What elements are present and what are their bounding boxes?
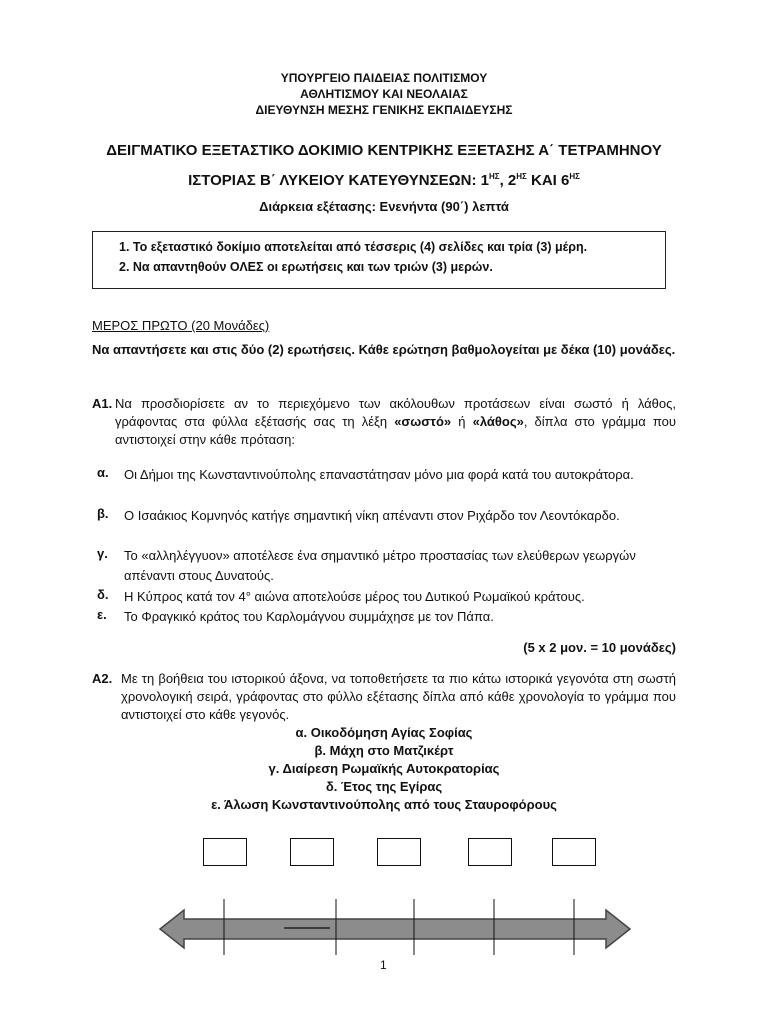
a1-item-letter: α. [97,465,109,480]
header-line-1: ΥΠΟΥΡΓΕΙΟ ΠΑΙΔΕΙΑΣ ΠΟΛΙΤΙΣΜΟΥ [280,71,488,85]
a2-event: δ. Έτος της Εγίρας [325,779,443,794]
page-number: 1 [380,958,387,972]
timeline-arrow [150,895,640,960]
a1-item-letter: δ. [97,587,109,602]
a2-event: β. Μάχη στο Ματζικέρτ [314,743,454,758]
part-one-intro: Να απαντήσετε και στις δύο (2) ερωτήσεις. Κάθε ερώτηση βαθμολογείται με δέκα (10) μονάδες. [92,342,676,357]
timeline-answer-box[interactable] [468,838,512,866]
header-line-3: ΔΙΕΥΘΥΝΣΗ ΜΕΣΗΣ ΓΕΝΙΚΗΣ ΕΚΠΑΙΔΕΥΣΗΣ [255,103,513,117]
subtitle-text: ΙΣΤΟΡΙΑΣ Β΄ ΛΥΚΕΙΟΥ ΚΑΤΕΥΘΥΝΣΕΩΝ: 1 [188,172,489,189]
subtitle-sep-2: ΚΑΙ 6 [526,172,570,189]
question-a1-label: Α1. [92,396,113,411]
a2-event: α. Οικοδόμηση Αγίας Σοφίας [295,725,473,740]
exam-title: ΔΕΙΓΜΑΤΙΚΟ ΕΞΕΤΑΣΤΙΚΟ ΔΟΚΙΜΙΟ ΚΕΝΤΡΙΚΗΣ ΕΞΕΤΑΣΗΣ Α΄ ΤΕΤΡΑΜΗΝΟΥ [106,142,662,159]
timeline-answer-box[interactable] [203,838,247,866]
a1-word-wrong: «λάθος» [472,414,524,429]
exam-subtitle [0,172,768,189]
instruction-2: 2. Να απαντηθούν ΟΛΕΣ οι ερωτήσεις και των τριών (3) μερών. [119,260,493,274]
a1-score: (5 x 2 μον. = 10 μονάδες) [523,640,676,655]
subtitle-sup-2: ΗΣ [516,172,527,181]
timeline-answer-box[interactable] [552,838,596,866]
a1-item-text: Η Κύπρος κατά τον 4° αιώνα αποτελούσε μέρος του Δυτικού Ρωμαϊκού κράτους. [124,589,585,604]
part-one-heading: ΜΕΡΟΣ ΠΡΩΤΟ (20 Μονάδες) [92,318,270,333]
header-line-2: ΑΘΛΗΤΙΣΜΟΥ ΚΑΙ ΝΕΟΛΑΙΑΣ [300,87,468,101]
exam-duration: Διάρκεια εξέτασης: Ενενήντα (90΄) λεπτά [259,199,509,214]
a1-or: ή [451,414,473,429]
a1-item-letter: γ. [97,546,108,561]
a1-item-text: Το Φραγκικό κράτος του Καρλομάγνου συμμάχησε με τον Πάπα. [124,609,494,624]
subtitle-sup-3: ΗΣ [569,172,580,181]
a1-text-part-2: , δίπλα στο γράμμα που αντιστοιχεί στην κάθε πρόταση: [115,414,676,447]
instruction-1: 1. Το εξεταστικό δοκίμιο αποτελείται από τέσσερις (4) σελίδες και τρία (3) μέρη. [119,240,588,254]
a2-event-list [0,724,768,814]
a1-text-part-1: Να προσδιορίσετε αν το περιεχόμενο των ακόλουθων προτάσεων είναι σωστό ή λάθος, γράφοντας στα φύλλα εξέτασής σας τη λέξη [115,396,676,429]
a1-word-correct: «σωστό» [394,414,452,429]
question-a2-text: Με τη βοήθεια του ιστορικού άξονα, να τοποθετήσετε τα πιο κάτω ιστορικά γεγονότα στη σωστή χρονολογική σειρά, γράφοντας στο φύλλο εξέτασης δίπλα από κάθε χρονολογία το γράμμα που αντιστοιχεί στο κάθε γεγονός. [121,671,676,722]
timeline-arrow-shape [160,910,630,948]
subtitle-sep-1: , 2 [499,172,517,189]
ministry-header [0,70,768,118]
subtitle-sup-1: ΗΣ [488,172,500,181]
a1-item-text: Ο Ισαάκιος Κομνηνός κατήγε σημαντική νίκη απέναντι στον Ριχάρδο τον Λεοντόκαρδο. [124,508,620,523]
a2-event: γ. Διαίρεση Ρωμαϊκής Αυτοκρατορίας [268,761,500,776]
question-a1-text [115,395,676,449]
a1-item-letter: β. [97,506,109,521]
timeline-answer-box[interactable] [377,838,421,866]
instructions-box [92,231,666,289]
a1-item-text: Οι Δήμοι της Κωνσταντινούπολης επαναστάτησαν μόνο μια φορά κατά του αυτοκράτορα. [124,467,634,482]
a2-event: ε. Άλωση Κωνσταντινούπολης από τους Σταυροφόρους [211,797,557,812]
a1-item-text: Το «αλληλέγγυον» αποτέλεσε ένα σημαντικό μέτρο προστασίας των ελεύθερων γεωργών απέναντι στους Δυνατούς. [124,548,636,583]
question-a2-label: Α2. [92,671,113,686]
a1-item-letter: ε. [97,607,107,622]
timeline-answer-box[interactable] [290,838,334,866]
